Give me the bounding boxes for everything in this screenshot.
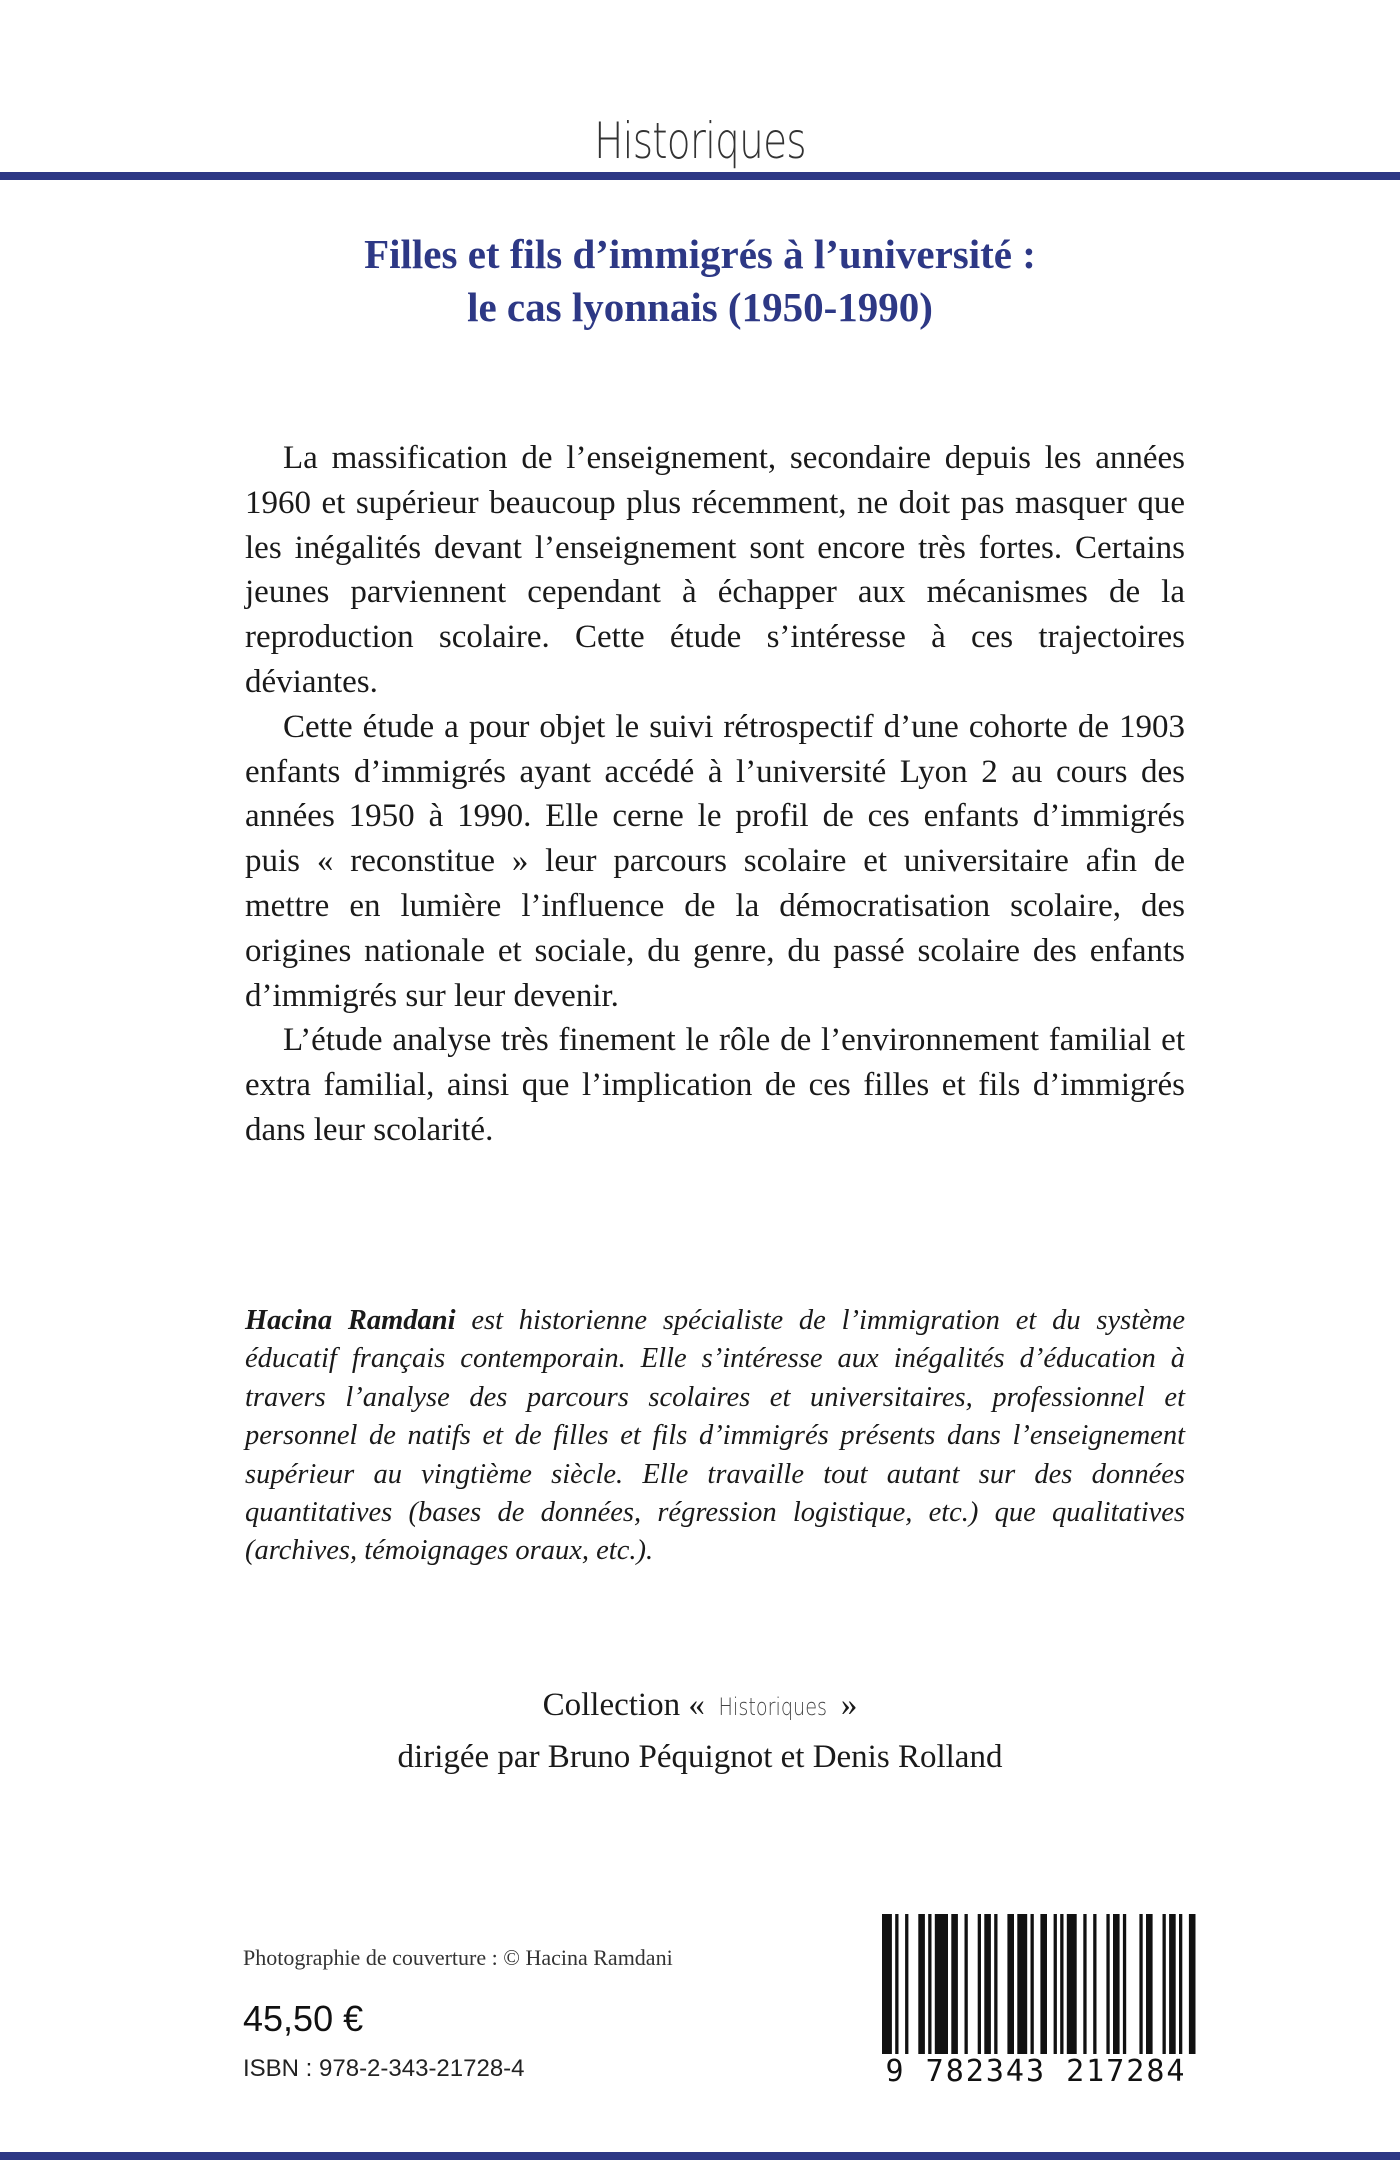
bottom-divider [0, 2152, 1400, 2160]
barcode-bar [1054, 1914, 1057, 2054]
summary-paragraph: Cette étude a pour objet le suivi rétrospectif d’une cohorte de 1903 enfants d’immigrés ayant accédé à l’université Lyon 2 au cours des années 1950 à 1990. Elle cerne le profil de ces enfants d’immigrés puis « reconstitue » leur parcours scolaire et universitaire afin de mettre en lumière l’influence de la démocratisation scolaire, des origines nationale et sociale, du genre, du passé scolaire des enfants d’immigrés sur leur devenir. [245, 708, 1185, 1014]
barcode-bar [1106, 1914, 1109, 2054]
barcode-bar [1083, 1914, 1086, 2054]
barcode-bar [994, 1914, 997, 2054]
summary-paragraph: La massification de l’enseignement, secondaire depuis les années 1960 et supérieur beaucoup plus récemment, ne doit pas masquer que les inégalités devant l’enseignement sont encore très fortes. Certains jeunes parviennent cependant à échapper aux mécanismes de la reproduction scolaire. Cette étude s’intéresse à ces trajectoires déviantes. [245, 440, 1185, 700]
book-title-line-1: Filles et fils d’immigrés à l’université : [364, 231, 1036, 277]
collection-line [0, 1680, 1400, 1732]
barcode-bar [1169, 1914, 1176, 2054]
summary-paragraph: L’étude analyse très finement le rôle de l’environnement familial et extra familial, ainsi que l’implication de ces filles et fils d’immigrés dans leur scolarité. [245, 1022, 1185, 1148]
series-name: Historiques [594, 112, 806, 170]
barcode-bar [978, 1914, 981, 2054]
collection-series-name: Historiques [718, 1693, 828, 1721]
author-name: Hacina Ramdani [245, 1305, 456, 1336]
barcode-bar [928, 1914, 931, 2054]
barcode-digits: 9 782343 217284 [874, 2054, 1198, 2089]
barcode-bar [1040, 1914, 1047, 2054]
barcode-bar [1017, 1914, 1027, 2054]
price: 45,50 € [243, 1998, 364, 2039]
barcode-bar [905, 1914, 908, 2054]
collection-info [0, 1680, 1400, 1782]
barcode-bar [1093, 1914, 1096, 2054]
top-divider [0, 172, 1400, 180]
book-title [0, 228, 1400, 334]
author-bio-text: est historienne spécialiste de l’immigration et du système éducatif français contemporain. Elle s’intéresse aux inégalités d’éducation à travers l’analyse des parcours scolaires et universitaires, professionnel et personnel de natifs et de filles et fils d’immigrés présents dans l’enseignement supérieur au vingtième siècle. Elle travaille tout autant sur des données quantitatives (bases de données, régression logistique, etc.) que qualitatives (archives, témoignages oraux, etc.). [245, 1305, 1185, 1567]
author-bio [245, 1302, 1185, 1571]
barcode-bar [1113, 1914, 1120, 2054]
barcode-bars [874, 1914, 1198, 2064]
barcode-bar [935, 1914, 948, 2054]
barcode [874, 1914, 1198, 2104]
barcode-bar [1179, 1914, 1182, 2054]
barcode-bar [984, 1914, 991, 2054]
summary [245, 436, 1185, 1153]
book-title-line-2: le cas lyonnais (1950-1990) [467, 284, 933, 330]
barcode-bar [1067, 1914, 1077, 2054]
barcode-bar [895, 1914, 898, 2064]
barcode-bar [951, 1914, 958, 2054]
barcode-bar [1189, 1914, 1196, 2054]
collection-directors: dirigée par Bruno Péquignot et Denis Rolland [397, 1739, 1003, 1775]
barcode-bar [918, 1914, 925, 2054]
barcode-bar [1163, 1914, 1166, 2054]
isbn: ISBN : 978-2-343-21728-4 [243, 2055, 525, 2082]
photo-credit: Photographie de couverture : © Hacina Ramdani [243, 1945, 673, 1970]
barcode-bar [1031, 1914, 1034, 2054]
barcode-bar [882, 1914, 892, 2064]
barcode-bar [1007, 1914, 1014, 2054]
collection-suffix: » [840, 1687, 858, 1723]
barcode-bar [1123, 1914, 1126, 2054]
barcode-bar [965, 1914, 968, 2054]
barcode-bar [1139, 1914, 1142, 2054]
collection-prefix: Collection « [542, 1687, 705, 1723]
barcode-bar [1146, 1914, 1153, 2054]
barcode-bar [1060, 1914, 1063, 2054]
